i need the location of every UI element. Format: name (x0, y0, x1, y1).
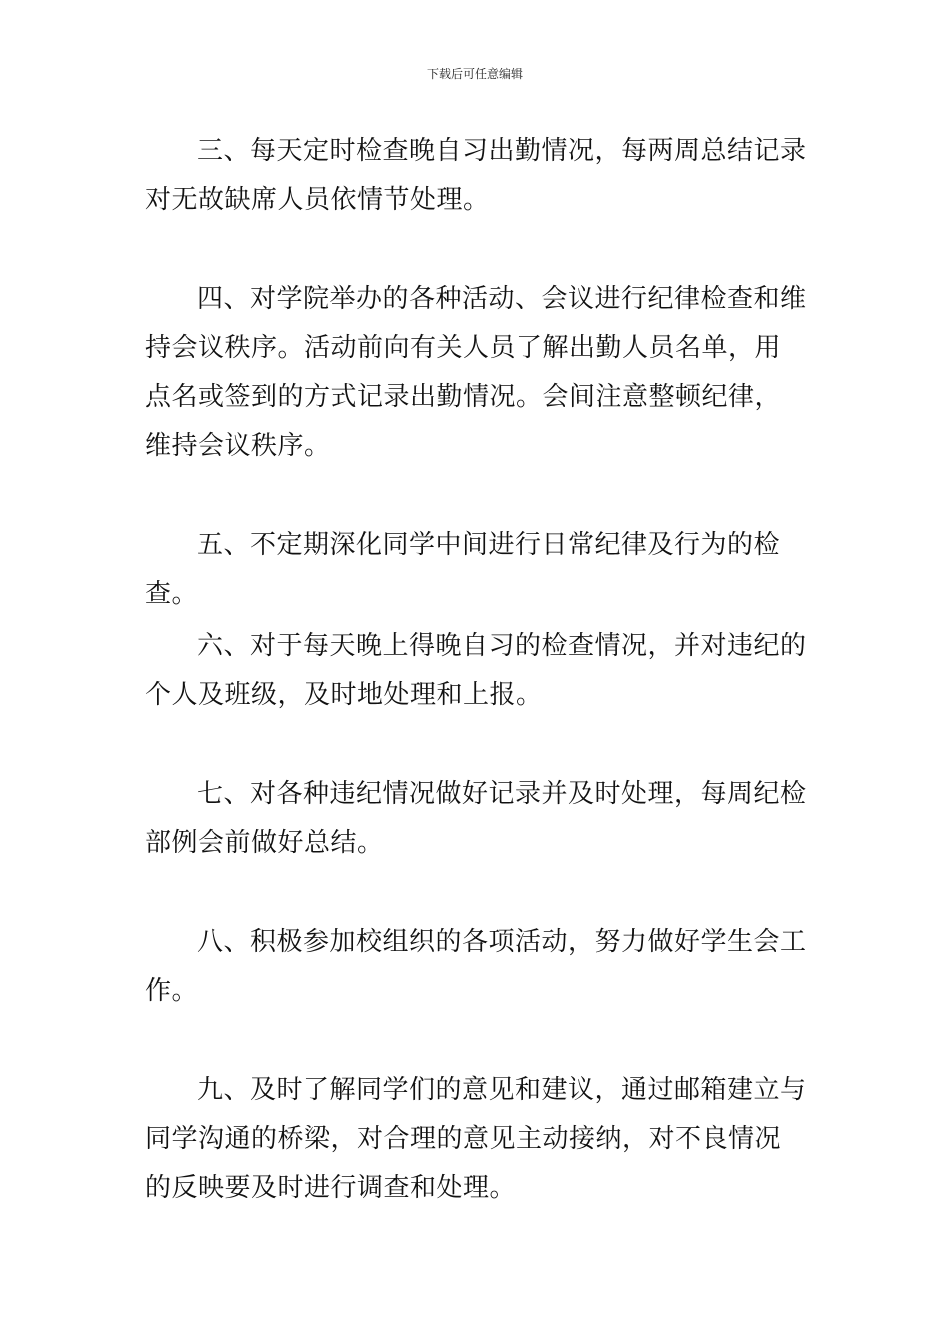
header-note: 下载后可任意编辑 (426, 67, 523, 81)
paragraph-9: 九、及时了解同学们的意见和建议，通过邮箱建立与同学沟通的桥梁，对合理的意见主动接纳，对不良情况的反映要及时进行调查和处理。 (145, 1075, 807, 1203)
paragraph-6: 六、对于每天晚上得晚自习的检查情况，并对违纪的个人及班级，及时地处理和上报。 (145, 631, 807, 710)
paragraph-4: 四、对学院举办的各种活动、会议进行纪律检查和维持会议秩序。活动前向有关人员了解出勤人员名单，用点名或签到的方式记录出勤情况。会间注意整顿纪律，维持会议秩序。 (145, 284, 807, 461)
paragraph-8: 八、积极参加校组织的各项活动，努力做好学生会工作。 (145, 927, 807, 1006)
paragraph-5: 五、不定期深化同学中间进行日常纪律及行为的检查。 (145, 530, 781, 609)
paragraph-3: 三、每天定时检查晚自习出勤情况，每两周总结记录对无故缺席人员依情节处理。 (145, 136, 807, 215)
paragraph-7: 七、对各种违纪情况做好记录并及时处理，每周纪检部例会前做好总结。 (145, 779, 807, 858)
